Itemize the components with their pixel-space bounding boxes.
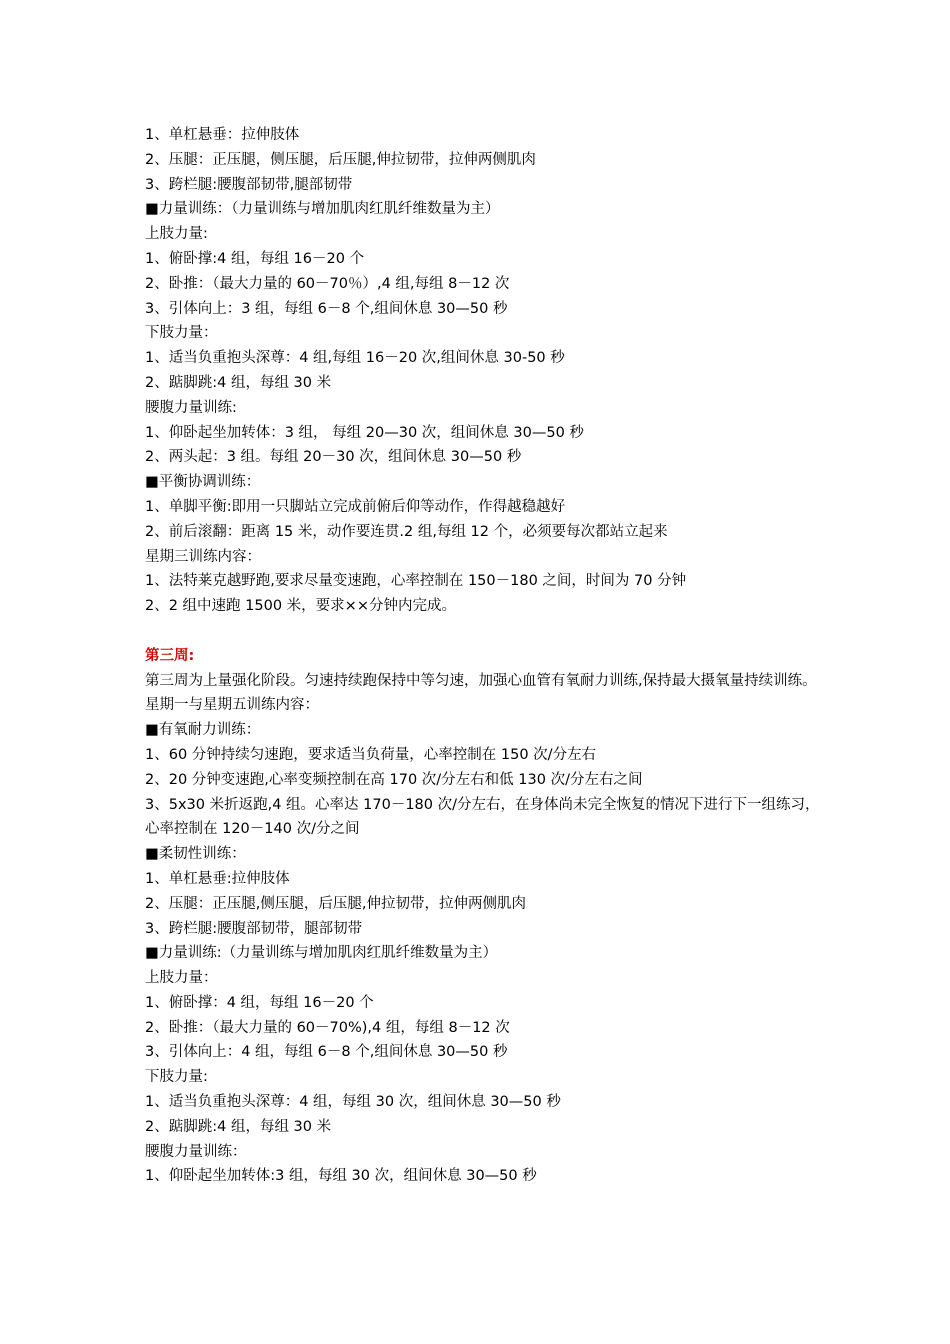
text-line: 2、踮脚跳:4 组，每组 30 米 [145, 374, 332, 391]
section-heading-flexibility: ■柔韧性训练： [145, 846, 246, 863]
text-line: 星期一与星期五训练内容： [145, 697, 319, 714]
text-line: 下肢力量： [145, 325, 218, 342]
paragraph-gap [145, 619, 825, 644]
text-line: 1、单杠悬垂:拉伸肢体 [145, 870, 290, 887]
text-line: 腰腹力量训练: [145, 399, 237, 416]
text-line: 星期三训练内容： [145, 548, 261, 565]
text-line: 1、俯卧撑：4 组，每组 16－20 个 [145, 994, 374, 1011]
text-line: 2、踮脚跳:4 组，每组 30 米 [145, 1118, 332, 1135]
text-line: 上肢力量: [145, 226, 208, 243]
text-line: 2、两头起：3 组。每组 20－30 次，组间休息 30—50 秒 [145, 449, 522, 466]
text-line: 3、引体向上：4 组，每组 6－8 个,组间休息 30—50 秒 [145, 1044, 508, 1061]
text-line: 1、适当负重抱头深尊：4 组,每组 16－20 次,组间休息 30-50 秒 [145, 350, 565, 367]
week3-intro: 第三周为上量强化阶段。匀速持续跑保持中等匀速，加强心血管有氧耐力训练,保持最大摄氧量持续训练。 [145, 672, 817, 689]
text-line: 1、单脚平衡:即用一只脚站立完成前俯后仰等动作，作得越稳越好 [145, 498, 566, 515]
text-line: 3、引体向上：3 组，每组 6－8 个,组间休息 30—50 秒 [145, 300, 508, 317]
section-heading-aerobic: ■有氧耐力训练： [145, 722, 261, 739]
text-line: 1、单杠悬垂：拉伸肢体 [145, 127, 300, 143]
week3-section [145, 644, 825, 1190]
text-line: 下肢力量: [145, 1069, 208, 1086]
week3-heading: 第三周: [145, 647, 195, 664]
text-line: 1、俯卧撑:4 组，每组 16－20 个 [145, 250, 365, 267]
text-line: 2、卧推：（最大力量的 60－70％）,4 组,每组 8－12 次 [145, 275, 510, 292]
text-line: 2、压腿：正压腿,侧压腿，后压腿,伸拉韧带，拉伸两侧肌肉 [145, 895, 526, 912]
text-line: 上肢力量： [145, 970, 218, 987]
text-line: 1、60 分钟持续匀速跑，要求适当负荷量，心率控制在 150 次/分左右 [145, 746, 597, 763]
section-heading-strength: ■力量训练：（力量训练与增加肌肉红肌纤维数量为主） [145, 201, 500, 218]
text-line: 1、仰卧起坐加转体：3 组， 每组 20—30 次，组间休息 30—50 秒 [145, 424, 584, 441]
text-line: 腰腹力量训练： [145, 1143, 247, 1160]
text-line: 3、跨栏腿:腰腹部韧带,腿部韧带 [145, 176, 353, 193]
section-heading-balance: ■平衡协调训练： [145, 474, 261, 491]
text-line: 2、20 分钟变速跑,心率变频控制在高 170 次/分左右和低 130 次/分左右之间 [145, 771, 643, 788]
document-page [145, 123, 825, 1189]
text-line: 3、5x30 米折返跑,4 组。心率达 170－180 次/分左右，在身体尚未完全恢复的情况下进行下一组练习，心率控制在 120－140 次/分之间 [145, 796, 820, 838]
text-line: 2、2 组中速跑 1500 米，要求××分钟内完成。 [145, 598, 456, 615]
text-line: 1、仰卧起坐加转体:3 组，每组 30 次，组间休息 30—50 秒 [145, 1168, 537, 1185]
text-line: 2、前后滚翻：距离 15 米，动作要连贯.2 组,每组 12 个，必须要每次都站立起来 [145, 523, 668, 540]
week2-section [145, 123, 825, 619]
text-line: 3、跨栏腿:腰腹部韧带，腿部韧带 [145, 920, 363, 937]
text-line: 1、法特莱克越野跑,要求尽量变速跑，心率控制在 150－180 之间，时间为 70 分钟 [145, 573, 687, 590]
text-line: 2、卧推：（最大力量的 60－70%),4 组，每组 8－12 次 [145, 1019, 510, 1036]
text-line: 2、压腿：正压腿，侧压腿，后压腿,伸拉韧带，拉伸两侧肌肉 [145, 151, 536, 168]
section-heading-strength: ■力量训练:（力量训练与增加肌肉红肌纤维数量为主） [145, 945, 498, 962]
text-line: 1、适当负重抱头深尊：4 组，每组 30 次，组间休息 30—50 秒 [145, 1094, 561, 1111]
